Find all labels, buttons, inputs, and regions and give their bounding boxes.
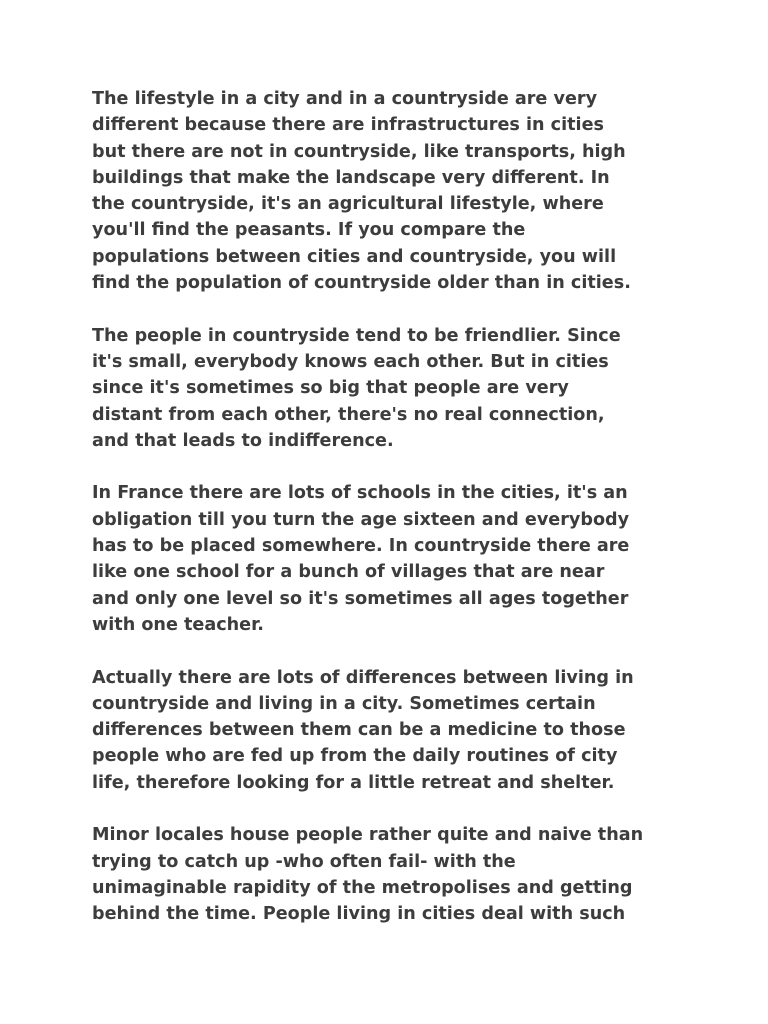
text-line: countryside and living in a city. Sometimes certain: [92, 693, 596, 714]
text-line: it's small, everybody knows each other. But in cities: [92, 351, 609, 372]
text-line: obligation till you turn the age sixteen and everybody: [92, 509, 630, 530]
text-line: the countryside, it's an agricultural lifestyle, where: [92, 194, 604, 215]
paragraph: [92, 323, 702, 454]
text-line: Actually there are lots of differences between living in: [92, 667, 634, 688]
text-line: buildings that make the landscape very different. In: [92, 167, 610, 188]
paragraph: [92, 480, 702, 638]
text-line: has to be placed somewhere. In countryside there are: [92, 536, 630, 557]
text-line: like one school for a bunch of villages that are near: [92, 562, 605, 583]
text-line: and only one level so it's sometimes all ages together: [92, 588, 629, 609]
text-line: and that leads to indifference.: [92, 430, 394, 451]
text-line: The people in countryside tend to be friendlier. Since: [92, 325, 621, 346]
text-line: different because there are infrastructures in cities: [92, 115, 604, 136]
text-line: find the population of countryside older than in cities.: [92, 273, 631, 294]
paragraph: [92, 86, 702, 296]
text-line: you'll find the peasants. If you compare the: [92, 220, 526, 241]
text-line: but there are not in countryside, like transports, high: [92, 141, 626, 162]
paragraph: [92, 665, 702, 796]
text-line: behind the time. People living in cities deal with such: [92, 904, 626, 925]
text-line: In France there are lots of schools in the cities, it's an: [92, 483, 628, 504]
text-line: since it's sometimes so big that people are very: [92, 378, 569, 399]
text-line: distant from each other, there's no real connection,: [92, 404, 605, 425]
paragraph: [92, 822, 702, 927]
text-line: The lifestyle in a city and in a countryside are very: [92, 89, 598, 109]
document-page: [92, 86, 702, 954]
text-line: with one teacher.: [92, 614, 264, 635]
text-line: Minor locales house people rather quite and naive than: [92, 825, 644, 846]
text-line: differences between them can be a medicine to those: [92, 720, 626, 741]
text-line: trying to catch up -who often fail- with the: [92, 851, 516, 872]
text-line: people who are fed up from the daily routines of city: [92, 746, 618, 767]
text-line: unimaginable rapidity of the metropolises and getting: [92, 877, 633, 898]
text-line: life, therefore looking for a little retreat and shelter.: [92, 772, 615, 793]
text-line: populations between cities and countryside, you will: [92, 246, 617, 267]
